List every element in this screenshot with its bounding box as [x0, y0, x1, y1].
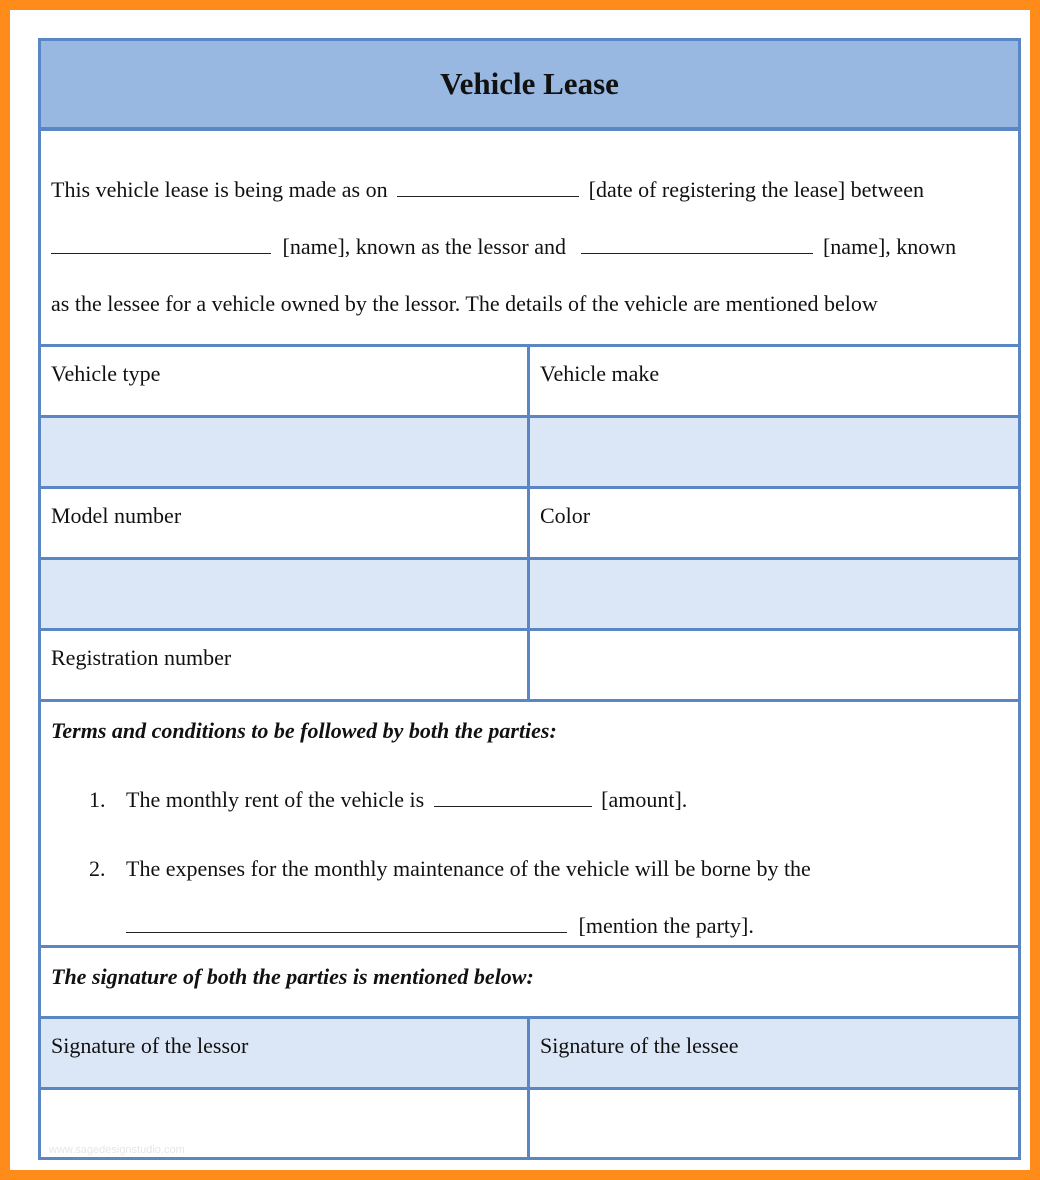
page-frame	[10, 10, 1030, 1170]
signature-heading: The signature of both the parties is mentioned below:	[51, 964, 534, 989]
term-2-suffix: [mention the party].	[578, 913, 754, 938]
lessor-signature-label: Signature of the lessor	[41, 1019, 530, 1087]
intro-line-1	[51, 177, 924, 203]
vehicle-label-row-2	[41, 489, 1018, 560]
intro-text: This vehicle lease is being made as on	[51, 177, 388, 202]
term-1-suffix: [amount].	[601, 787, 688, 812]
term-1-number: 1.	[89, 787, 106, 812]
registration-number-input[interactable]	[530, 631, 1018, 699]
lease-document	[38, 38, 1021, 1160]
term-1-text: The monthly rent of the vehicle is	[126, 787, 425, 812]
vehicle-type-input[interactable]	[41, 418, 530, 486]
vehicle-input-row-1	[41, 418, 1018, 489]
intro-line-2	[51, 234, 956, 260]
party-blank[interactable]	[126, 914, 567, 933]
intro-paragraph	[41, 131, 1018, 347]
vehicle-label-row-1	[41, 347, 1018, 418]
lessee-name-blank[interactable]	[581, 235, 813, 254]
title-bar	[41, 41, 1018, 131]
watermark: www.sagedesignstudio.com	[49, 1144, 185, 1156]
term-2-number: 2.	[89, 856, 106, 881]
model-number-label: Model number	[41, 489, 530, 557]
model-number-input[interactable]	[41, 560, 530, 628]
vehicle-make-input[interactable]	[530, 418, 1018, 486]
intro-text: [date of registering the lease] between	[588, 177, 924, 202]
term-2-text: The expenses for the monthly maintenance of the vehicle will be borne by the	[126, 856, 811, 881]
terms-heading: Terms and conditions to be followed by both the parties:	[51, 718, 557, 743]
vehicle-type-label: Vehicle type	[41, 347, 530, 415]
signature-label-row	[41, 1019, 1018, 1090]
signature-heading-row	[41, 948, 1018, 1019]
vehicle-make-label: Vehicle make	[540, 361, 660, 386]
color-input[interactable]	[530, 560, 1018, 628]
term-1	[126, 787, 687, 813]
lessor-name-blank[interactable]	[51, 235, 271, 254]
terms-section	[41, 702, 1018, 948]
lessee-signature-input[interactable]	[530, 1090, 1018, 1160]
intro-text: [name], known as the lessor and	[282, 234, 566, 259]
signature-input-row	[41, 1090, 1018, 1160]
lessee-signature-label: Signature of the lessee	[540, 1033, 739, 1058]
registration-number-label: Registration number	[41, 631, 530, 699]
registration-row	[41, 631, 1018, 702]
amount-blank[interactable]	[434, 788, 592, 807]
color-label: Color	[540, 503, 591, 528]
vehicle-input-row-2	[41, 560, 1018, 631]
intro-line-3: as the lessee for a vehicle owned by the lessor. The details of the vehicle are mentioned below	[51, 291, 878, 316]
document-title: Vehicle Lease	[440, 66, 619, 101]
term-2-line-2	[126, 913, 754, 939]
intro-text: [name], known	[822, 234, 957, 259]
date-blank[interactable]	[397, 178, 579, 197]
